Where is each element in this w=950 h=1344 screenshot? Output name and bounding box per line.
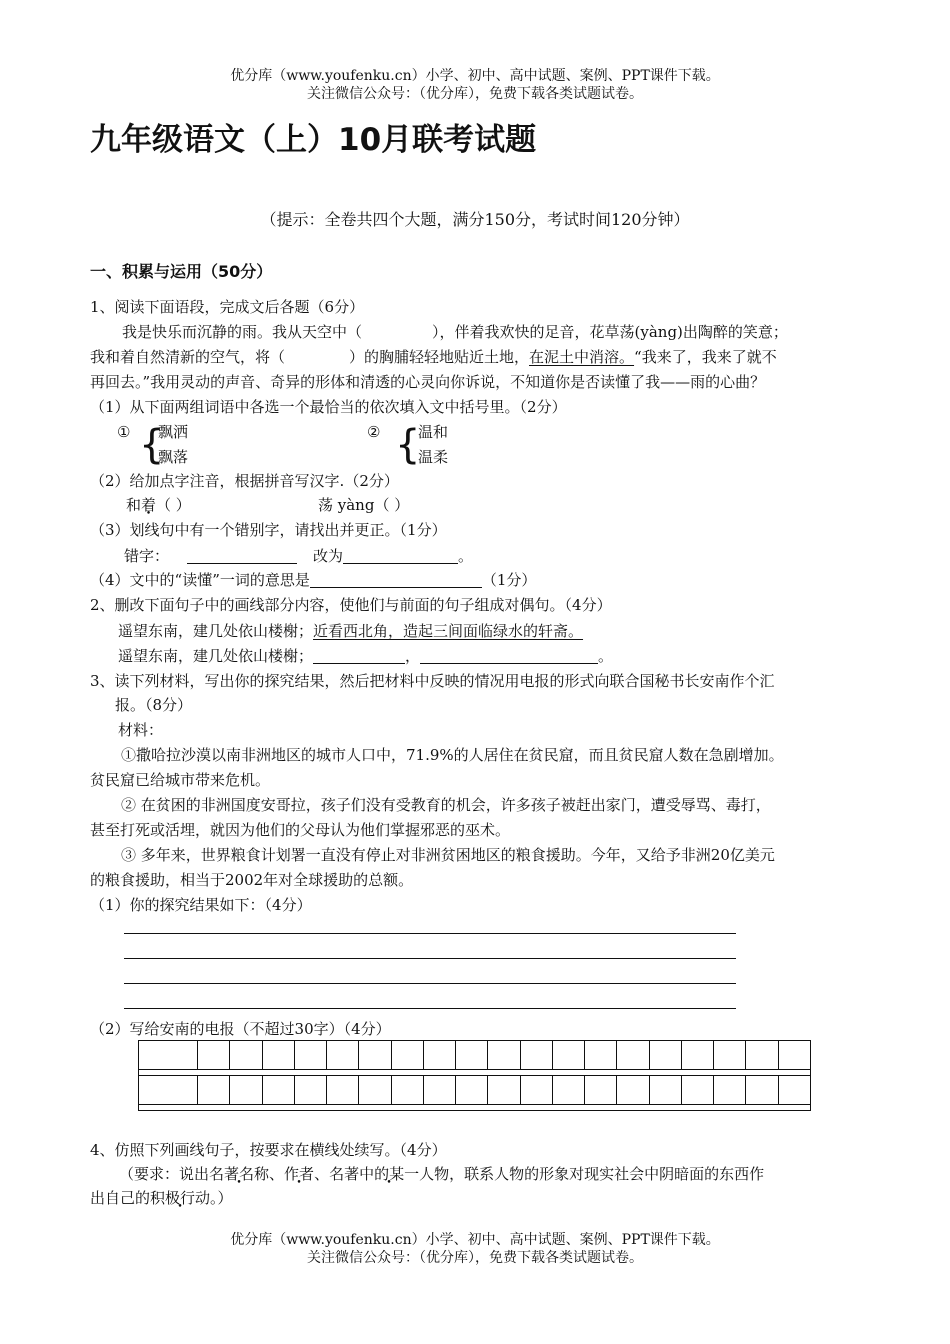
grid-cell[interactable] bbox=[585, 1076, 617, 1105]
grid-cell[interactable] bbox=[585, 1041, 617, 1070]
q4-requirement-line-1 bbox=[119, 1162, 764, 1186]
q4-dotted-character: 名著中的某一人物 • bbox=[329, 1165, 449, 1183]
grid-cell[interactable] bbox=[649, 1041, 681, 1070]
grid-cell[interactable] bbox=[139, 1041, 198, 1070]
q1-sub4-points: （1分） bbox=[481, 571, 537, 589]
section-1-heading: 一、积累与运用（50分） bbox=[90, 262, 273, 281]
header-line-2: 关注微信公众号：（优分库），免费下载各类试题试卷。 bbox=[307, 86, 643, 102]
q1-p2a: 我和着自然清新的空气，将（ bbox=[90, 348, 286, 366]
grid-cell[interactable] bbox=[359, 1041, 391, 1070]
q1-sub2-item-b: 荡 yàng（ ） bbox=[318, 496, 410, 514]
grid-cell[interactable] bbox=[391, 1076, 423, 1105]
grid-cell[interactable] bbox=[778, 1076, 811, 1105]
telegram-grid-row-2 bbox=[139, 1076, 811, 1105]
q3-answer-line-2[interactable] bbox=[124, 958, 736, 959]
q2-blank-2[interactable] bbox=[420, 647, 598, 664]
grid-cell[interactable] bbox=[488, 1041, 520, 1070]
header-line-1: 优分库（www.youfenku.cn）小学、初中、高中试题、案例、PPT课件下载。 bbox=[230, 68, 720, 84]
q3-material-3a: ③ 多年来，世界粮食计划署一直没有停止对非洲贫困地区的粮食援助。今年，又给予非洲20亿美元 bbox=[121, 846, 775, 864]
q3-stem-line-1: 3、读下列材料，写出你的探究结果，然后把材料中反映的情况用电报的形式向联合国秘书长安南作个汇 bbox=[90, 672, 775, 690]
grid-cell[interactable] bbox=[746, 1076, 778, 1105]
grid-cell[interactable] bbox=[139, 1076, 198, 1105]
q4-req-prefix: （要求：说出 bbox=[119, 1165, 210, 1183]
grid-cell[interactable] bbox=[230, 1076, 262, 1105]
q1-group1-brace: { bbox=[139, 422, 165, 468]
q2-l1-prefix: 遥望东南，建几处依山楼榭； bbox=[118, 622, 314, 640]
exam-hint: （提示：全卷共四个大题，满分150分，考试时间120分钟） bbox=[260, 210, 690, 229]
q2-line-2 bbox=[118, 644, 613, 668]
grid-cell[interactable] bbox=[520, 1041, 552, 1070]
q1-p2b: ）的胸脯轻轻地贴近土地， bbox=[349, 348, 530, 366]
grid-cell[interactable] bbox=[681, 1076, 713, 1105]
grid-cell[interactable] bbox=[456, 1076, 488, 1105]
q3-answer-line-4[interactable] bbox=[124, 1008, 736, 1009]
q1-group1-option-b: 飘落 bbox=[158, 448, 189, 466]
q1-group2-option-b: 温柔 bbox=[418, 448, 449, 466]
grid-cell[interactable] bbox=[359, 1076, 391, 1105]
q3-material-1a: ①撒哈拉沙漠以南非洲地区的城市人口中，71.9%的人居住在贫民窟，而且贫民窟人数在急剧增加。 bbox=[121, 746, 784, 764]
q4-dotted-work-title: 名著名称 bbox=[209, 1165, 270, 1183]
q1-p1a: 我是快乐而沉静的雨。我从天空中（ bbox=[122, 323, 363, 341]
q1-passage-line-3: 再回去。”我用灵动的声音、奇异的形体和清透的心灵向你诉说，不知道你是否读懂了我——雨的心曲？ bbox=[90, 373, 766, 391]
q1-group2-number: ② bbox=[367, 423, 381, 441]
q4-comma-2: 、 bbox=[314, 1165, 330, 1183]
q1-sub3-wrong-blank[interactable] bbox=[187, 547, 297, 564]
q3-material-2b: 甚至打死或活埋，就因为他们的父母认为他们掌握邪恶的巫术。 bbox=[90, 821, 511, 839]
grid-cell[interactable] bbox=[649, 1076, 681, 1105]
q1-sub4-line bbox=[90, 568, 536, 592]
grid-cell[interactable] bbox=[746, 1041, 778, 1070]
grid-cell[interactable] bbox=[230, 1041, 262, 1070]
q1-sub3-answer-line bbox=[124, 544, 473, 568]
grid-cell[interactable] bbox=[198, 1076, 230, 1105]
q2-underlined-part: 近看西北角，造起三间面临绿水的轩斋。 bbox=[313, 622, 584, 640]
q3-material-1b: 贫民窟已给城市带来危机。 bbox=[90, 771, 271, 789]
telegram-grid-row-1 bbox=[139, 1041, 811, 1070]
q1-p2c: “我来了，我来了就不 bbox=[634, 348, 777, 366]
q3-material-label: 材料： bbox=[118, 721, 164, 739]
q3-sub2: （2）写给安南的电报（不超过30字）（4分） bbox=[90, 1020, 391, 1038]
grid-cell[interactable] bbox=[681, 1041, 713, 1070]
q3-answer-line-3[interactable] bbox=[124, 983, 736, 984]
q1-sub3-fix-label: 改为 bbox=[313, 547, 344, 565]
q1-sub2-paren-a: （ ） bbox=[156, 496, 191, 514]
q3-answer-line-1[interactable] bbox=[124, 933, 736, 934]
page-title: 九年级语文（上）10月联考试题 bbox=[90, 122, 537, 158]
grid-cell[interactable] bbox=[714, 1076, 746, 1105]
q4-dotted-author: 作者 bbox=[284, 1165, 315, 1183]
grid-cell[interactable] bbox=[714, 1041, 746, 1070]
q1-passage-line-2 bbox=[90, 345, 777, 369]
q1-sub3: （3）划线句中有一个错别字，请找出并更正。（1分） bbox=[90, 521, 447, 539]
q1-group2-brace: { bbox=[395, 422, 421, 468]
footer-line-1: 优分库（www.youfenku.cn）小学、初中、高中试题、案例、PPT课件下载。 bbox=[230, 1232, 720, 1248]
q1-stem: 1、阅读下面语段，完成文后各题（6分） bbox=[90, 298, 365, 316]
q1-sub3-fix-blank[interactable] bbox=[343, 547, 458, 564]
telegram-grid-gap bbox=[139, 1105, 811, 1111]
q1-sub2-item-a bbox=[126, 493, 191, 517]
q4-req-suffix: ，联系人物的形象对现实社会中阴暗面的东西作 bbox=[449, 1165, 765, 1183]
q1-underlined-sentence: 在泥土中消溶。 bbox=[529, 348, 635, 366]
q3-stem-line-2: 报。（8分） bbox=[115, 696, 193, 714]
q2-line-1 bbox=[118, 619, 583, 643]
grid-cell[interactable] bbox=[778, 1041, 811, 1070]
grid-cell[interactable] bbox=[294, 1076, 326, 1105]
q1-sub3-period: 。 bbox=[458, 547, 474, 565]
q4-requirement-line-2 bbox=[90, 1186, 233, 1210]
q2-blank-1[interactable] bbox=[313, 647, 405, 664]
q1-group1-number: ① bbox=[117, 423, 131, 441]
q2-period: 。 bbox=[598, 647, 614, 665]
grid-cell[interactable] bbox=[617, 1076, 649, 1105]
grid-cell[interactable] bbox=[327, 1041, 359, 1070]
q3-material-2a: ② 在贫困的非洲国度安哥拉，孩子们没有受教育的机会，许多孩子被赶出家门，遭受辱骂、毒打， bbox=[121, 796, 771, 814]
q1-sub3-wrong-label: 错字： bbox=[124, 547, 170, 565]
q4-comma-1: 、 bbox=[269, 1165, 285, 1183]
grid-cell[interactable] bbox=[552, 1076, 584, 1105]
grid-cell[interactable] bbox=[423, 1041, 455, 1070]
grid-cell[interactable] bbox=[423, 1076, 455, 1105]
q1-sub2: （2）给加点字注音，根据拼音写汉字.（2分） bbox=[90, 472, 399, 490]
q3-sub1: （1）你的探究结果如下：（4分） bbox=[90, 896, 312, 914]
grid-cell[interactable] bbox=[552, 1041, 584, 1070]
grid-cell[interactable] bbox=[391, 1041, 423, 1070]
q2-stem: 2、删改下面句子中的画线部分内容，使他们与前面的句子组成对偶句。（4分） bbox=[90, 596, 612, 614]
q1-sub2-dotted-char: 着 bbox=[141, 496, 157, 514]
q4-stem: 4、仿照下列画线句子，按要求在横线处续写。（4分） bbox=[90, 1141, 447, 1159]
grid-cell[interactable] bbox=[456, 1041, 488, 1070]
q1-sub4: （4）文中的“读懂”一词的意思是 bbox=[90, 571, 310, 589]
q1-sub1: （1）从下面两组词语中各选一个最恰当的依次填入文中括号里。（2分） bbox=[90, 398, 567, 416]
q1-group2-option-a: 温和 bbox=[418, 423, 449, 441]
q1-sub2-char-pre: 和 bbox=[126, 496, 142, 514]
q4-req2-prefix: 出自己的 bbox=[90, 1189, 151, 1207]
footer-line-2: 关注微信公众号：（优分库），免费下载各类试题试卷。 bbox=[307, 1250, 643, 1266]
q4-dotted-action: 积极行动 bbox=[150, 1189, 211, 1207]
grid-cell[interactable] bbox=[294, 1041, 326, 1070]
grid-cell[interactable] bbox=[262, 1076, 294, 1105]
q2-comma: ， bbox=[405, 647, 421, 665]
grid-cell[interactable] bbox=[262, 1041, 294, 1070]
grid-gap-cell bbox=[139, 1105, 811, 1111]
q3-material-3b: 的粮食援助，相当于2002年对全球援助的总额。 bbox=[90, 871, 414, 889]
q1-sub4-blank[interactable] bbox=[310, 571, 482, 588]
grid-cell[interactable] bbox=[488, 1076, 520, 1105]
q1-passage-line-1 bbox=[122, 320, 788, 344]
telegram-grid[interactable] bbox=[138, 1040, 811, 1111]
q1-group1-option-a: 飘洒 bbox=[158, 423, 189, 441]
grid-cell[interactable] bbox=[198, 1041, 230, 1070]
grid-cell[interactable] bbox=[617, 1041, 649, 1070]
grid-cell[interactable] bbox=[520, 1076, 552, 1105]
grid-cell[interactable] bbox=[327, 1076, 359, 1105]
q1-p1b: ），伴着我欢快的足音，花草荡(yàng)出陶醉的笑意； bbox=[432, 323, 788, 341]
q2-l2-prefix: 遥望东南，建几处依山楼榭； bbox=[118, 647, 314, 665]
q4-req2-suffix: 。） bbox=[210, 1189, 233, 1207]
